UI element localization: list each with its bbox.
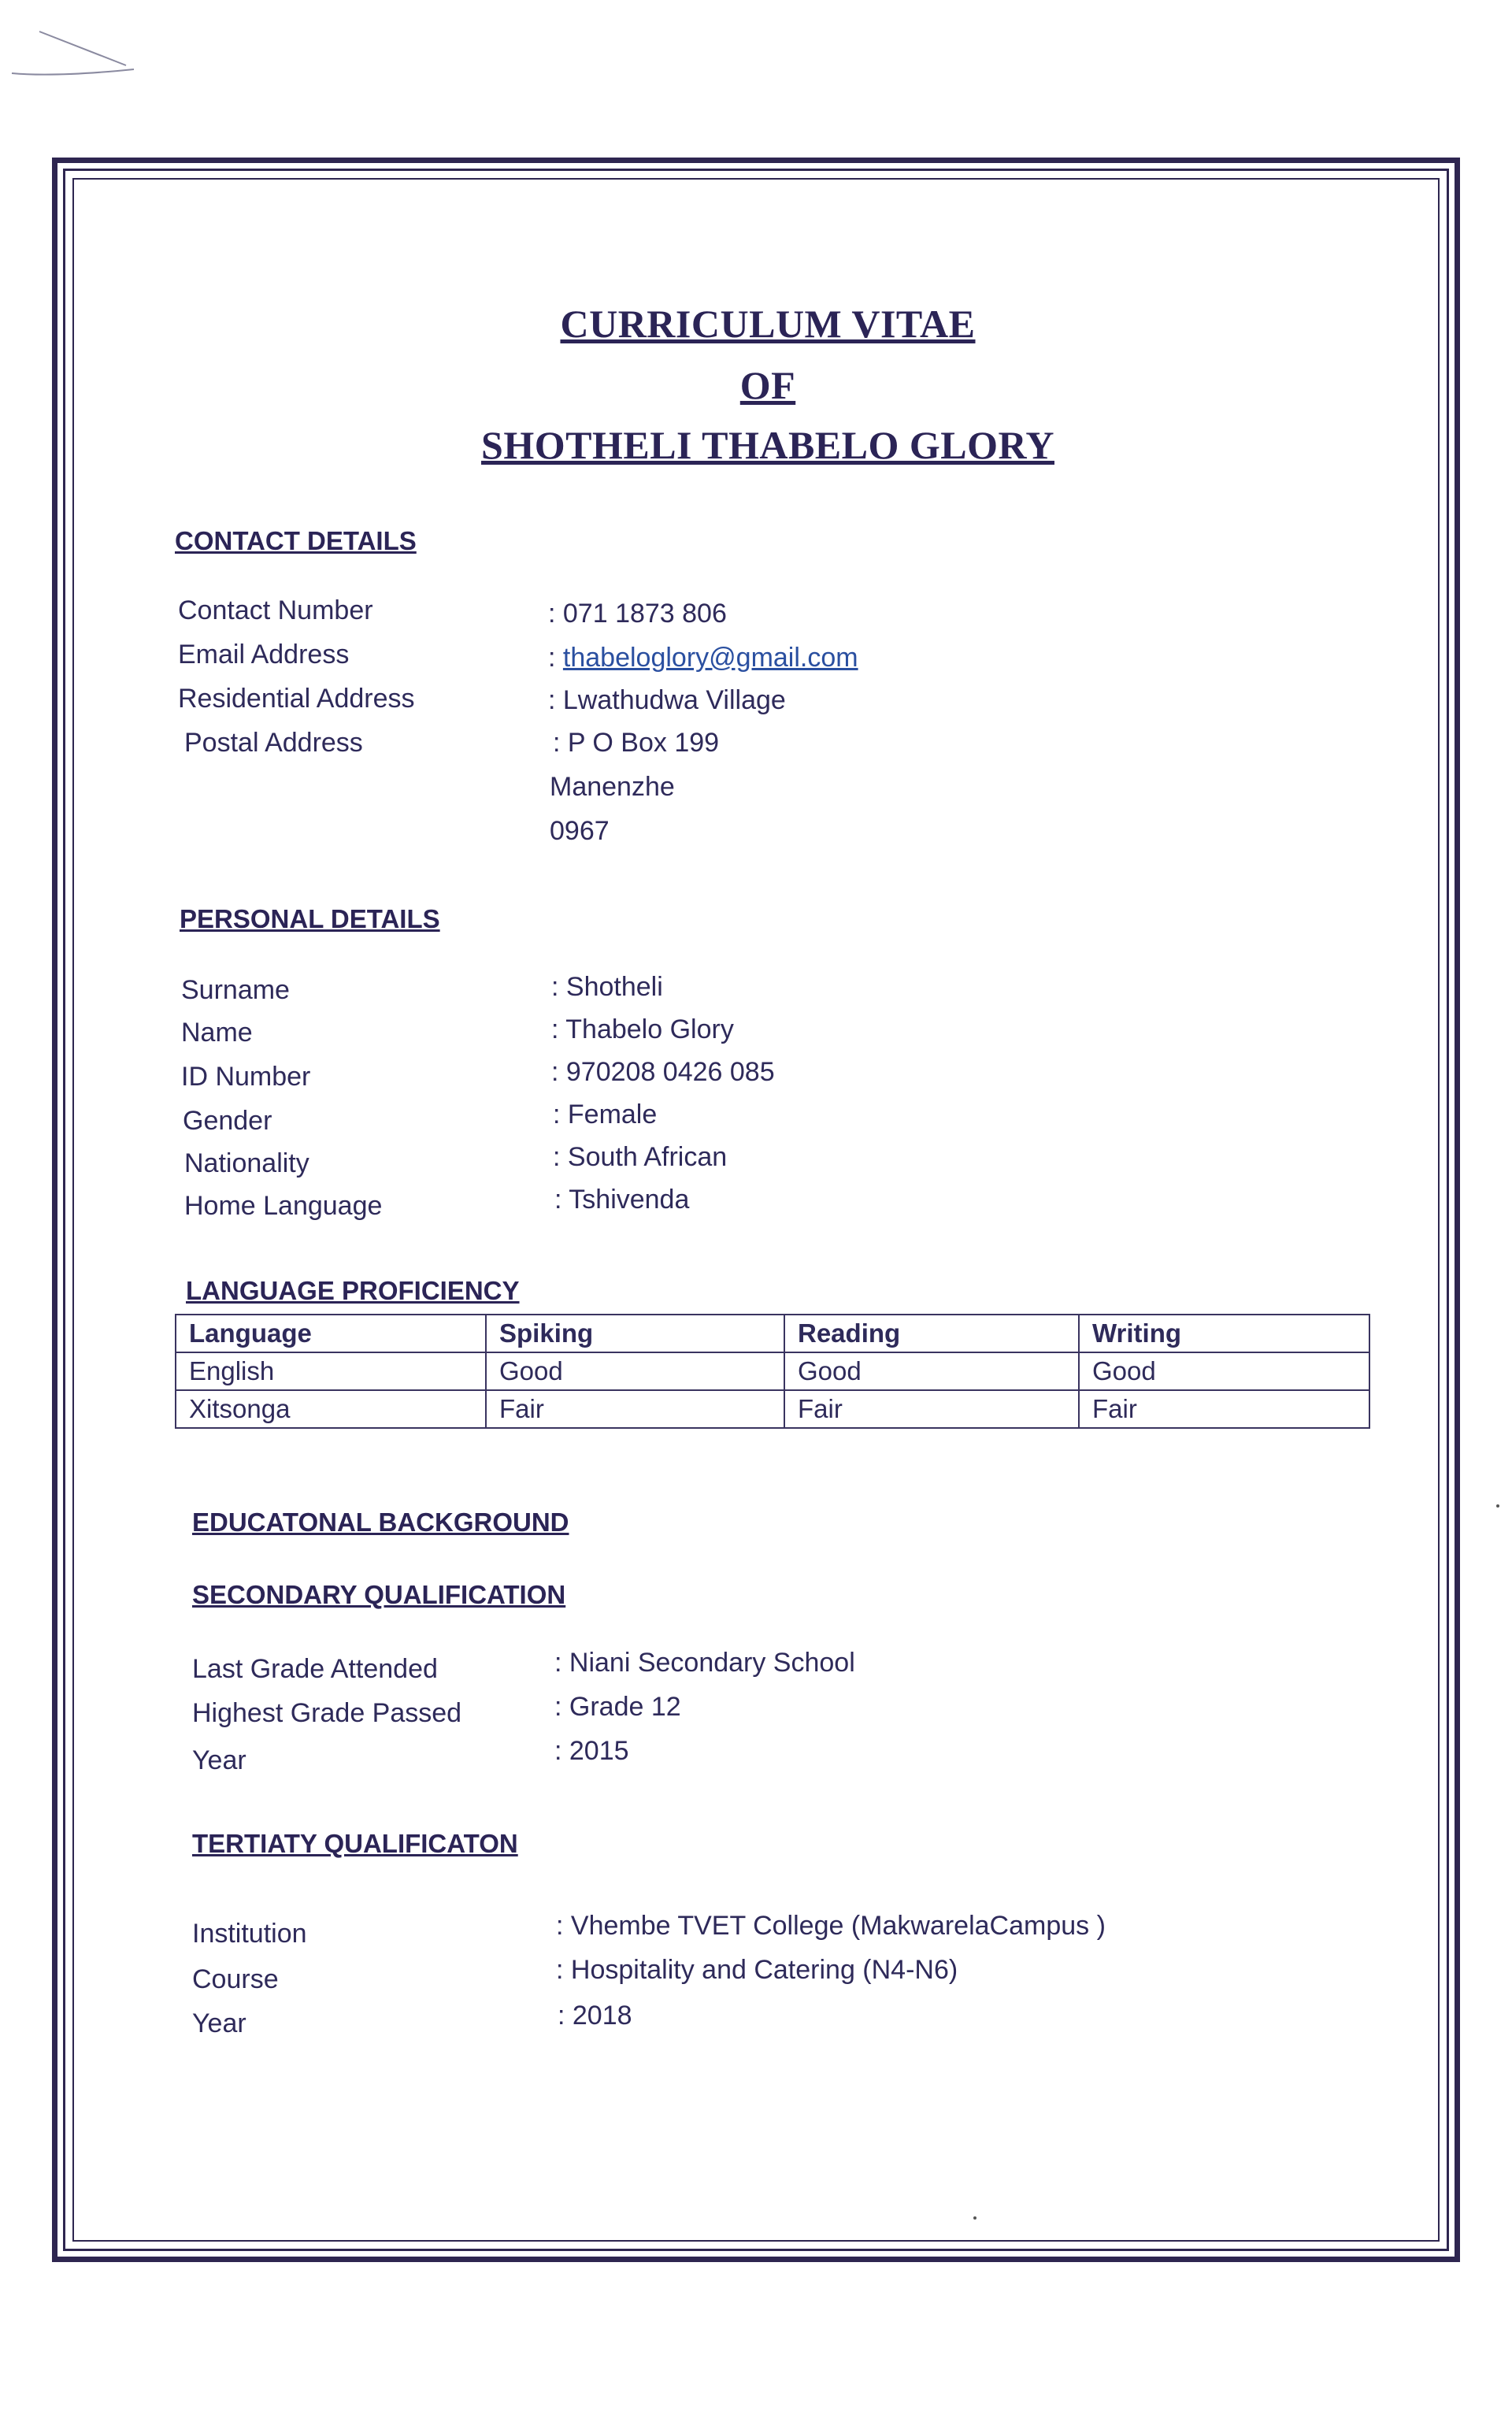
secondary-year-label: Year (192, 1745, 246, 1775)
nationality-label: Nationality (184, 1148, 309, 1178)
table-cell: English (176, 1352, 486, 1390)
cv-name-title: SHOTHELI THABELO GLORY (481, 423, 1054, 467)
postal-address-label: Postal Address (184, 728, 363, 758)
home-language-label: Home Language (184, 1191, 383, 1221)
header-reading: Reading (784, 1315, 1079, 1352)
email-prefix: : (548, 643, 563, 673)
gender-label: Gender (183, 1106, 272, 1136)
table-cell: Good (1079, 1352, 1369, 1390)
last-grade-attended-value: : Niani Secondary School (554, 1648, 855, 1678)
secondary-qualification-heading: SECONDARY QUALIFICATION (192, 1580, 566, 1609)
table-cell: Fair (486, 1390, 784, 1428)
email-link[interactable]: thabeloglory@gmail.com (562, 643, 858, 673)
home-language-value: : Tshivenda (554, 1185, 690, 1215)
table-cell: Fair (1079, 1390, 1369, 1428)
table-cell: Xitsonga (176, 1390, 486, 1428)
residential-address-label: Residential Address (178, 684, 415, 714)
course-value: : Hospitality and Catering (N4-N6) (556, 1955, 958, 1985)
contact-number-label: Contact Number (178, 595, 373, 625)
table-header-row (176, 1315, 1369, 1352)
personal-details-heading: PERSONAL DETAILS (180, 904, 440, 933)
gender-value: : Female (553, 1100, 658, 1129)
email-address-value (548, 643, 858, 673)
table-cell: Fair (784, 1390, 1079, 1428)
institution-label: Institution (192, 1919, 307, 1949)
institution-value: : Vhembe TVET College (MakwarelaCampus ) (556, 1911, 1106, 1941)
table-row (176, 1352, 1369, 1390)
surname-label: Surname (181, 975, 290, 1005)
surname-value: : Shotheli (551, 972, 663, 1002)
header-writing: Writing (1079, 1315, 1369, 1352)
table-cell: Good (486, 1352, 784, 1390)
table-row (176, 1390, 1369, 1428)
table-cell: Good (784, 1352, 1079, 1390)
id-number-value: : 970208 0426 085 (551, 1057, 775, 1087)
name-value: : Thabelo Glory (551, 1014, 734, 1044)
educational-background-heading: EDUCATONAL BACKGROUND (192, 1508, 569, 1537)
scan-speck (1496, 1504, 1499, 1508)
language-proficiency-heading: LANGUAGE PROFICIENCY (186, 1276, 520, 1305)
language-proficiency-table (175, 1314, 1370, 1429)
scan-speck (973, 2216, 976, 2220)
email-address-label: Email Address (178, 640, 350, 669)
contact-number-value: : 071 1873 806 (548, 599, 727, 629)
postal-address-town: Manenzhe (550, 772, 675, 802)
cv-title-of: OF (739, 363, 796, 407)
postal-address-code: 0967 (550, 816, 610, 846)
tertiary-year-value: : 2018 (558, 2001, 632, 2031)
residential-address-value: : Lwathudwa Village (548, 685, 786, 715)
postal-address-value: : P O Box 199 (553, 728, 720, 758)
cv-title: CURRICULUM VITAE (560, 302, 976, 346)
contact-details-heading: CONTACT DETAILS (175, 526, 417, 555)
nationality-value: : South African (553, 1142, 728, 1172)
pen-scribble-mark (8, 30, 142, 85)
last-grade-attended-label: Last Grade Attended (192, 1654, 438, 1684)
name-label: Name (181, 1018, 253, 1048)
id-number-label: ID Number (181, 1062, 311, 1092)
header-spiking: Spiking (486, 1315, 784, 1352)
header-language: Language (176, 1315, 486, 1352)
tertiary-qualification-heading: TERTIATY QUALIFICATON (192, 1829, 518, 1858)
course-label: Course (192, 1964, 279, 1994)
tertiary-year-label: Year (192, 2008, 246, 2038)
highest-grade-passed-value: : Grade 12 (554, 1692, 681, 1722)
secondary-year-value: : 2015 (554, 1736, 629, 1766)
highest-grade-passed-label: Highest Grade Passed (192, 1698, 462, 1728)
